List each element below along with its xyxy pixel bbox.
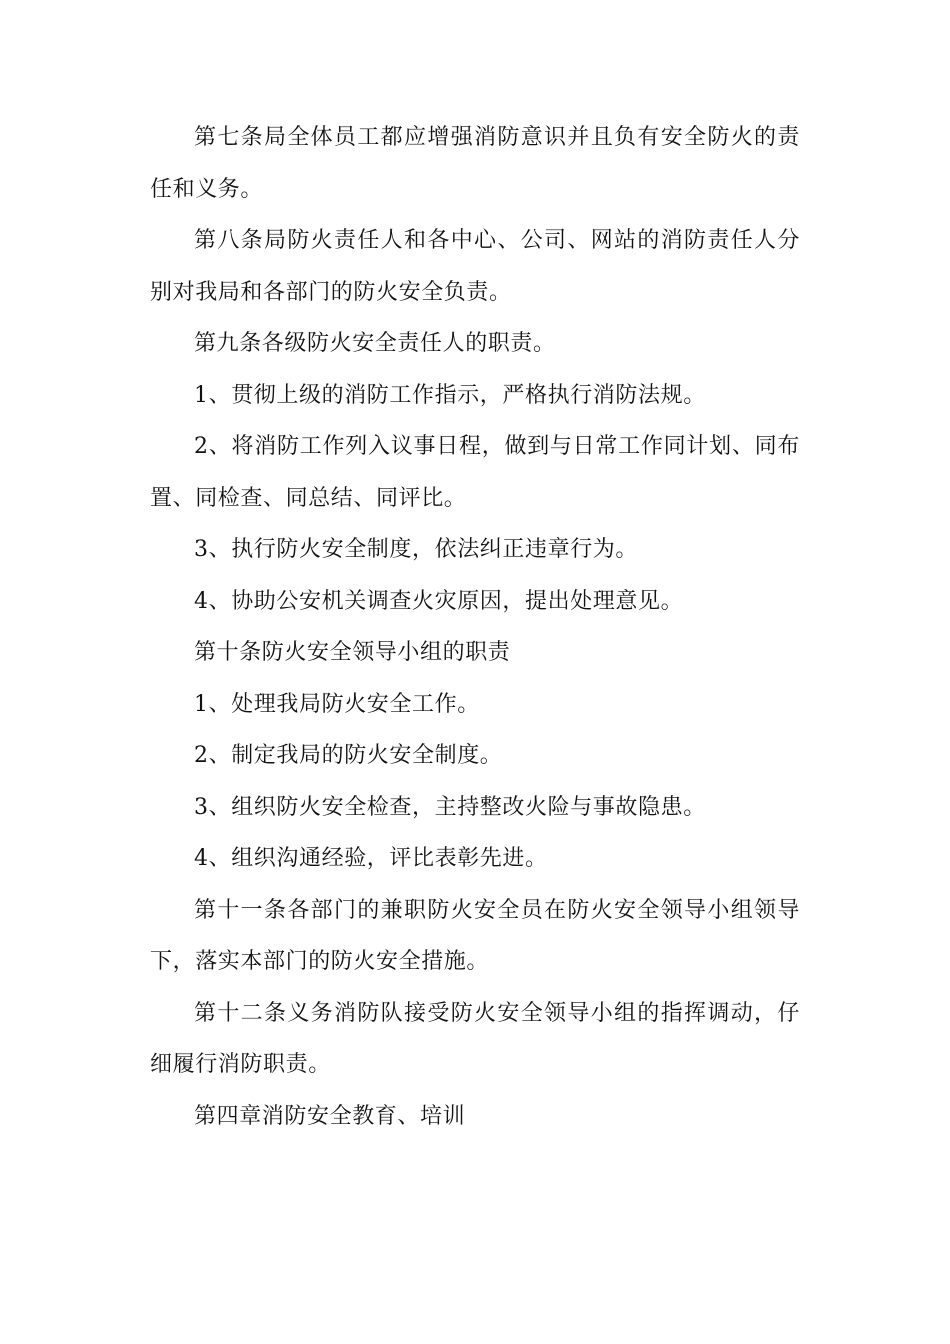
- paragraph-article-9-item-4: 4、协助公安机关调查火灾原因，提出处理意见。: [194, 588, 684, 614]
- paragraph-article-12: 第十二条义务消防队接受防火安全领导小组的指挥调动，仔细履行消防职责。: [150, 1000, 800, 1077]
- paragraph-article-9-item-3: 3、执行防火安全制度，依法纠正违章行为。: [194, 537, 638, 562]
- chapter-4-heading: 第四章消防安全教育、培训: [194, 1103, 466, 1129]
- paragraph-article-8: 第八条局防火责任人和各中心、公司、网站的消防责任人分别对我局和各部门的防火安全负责。: [150, 228, 800, 305]
- paragraph-article-9-item-1: 1、贯彻上级的消防工作指示，严格执行消防法规。: [194, 382, 706, 408]
- paragraph-article-7: 第七条局全体员工都应增强消防意识并且负有安全防火的责任和义务。: [150, 125, 800, 202]
- paragraph-article-11: 第十一条各部门的兼职防火安全员在防火安全领导小组领导下，落实本部门的防火安全措施。: [150, 897, 800, 974]
- paragraph-article-9: 第九条各级防火安全责任人的职责。: [194, 331, 556, 356]
- paragraph-article-9-item-2: 2、将消防工作列入议事日程，做到与日常工作同计划、同布置、同检查、同总结、同评比。: [150, 434, 800, 511]
- paragraph-article-10-item-3: 3、组织防火安全检查，主持整改火险与事故隐患。: [194, 794, 706, 820]
- paragraph-article-10: 第十条防火安全领导小组的职责: [194, 640, 511, 665]
- paragraph-article-10-item-2: 2、制定我局的防火安全制度。: [194, 743, 503, 768]
- paragraph-article-10-item-1: 1、处理我局防火安全工作。: [194, 691, 480, 717]
- paragraph-article-10-item-4: 4、组织沟通经验，评比表彰先进。: [194, 846, 548, 871]
- document-body: [150, 112, 800, 1142]
